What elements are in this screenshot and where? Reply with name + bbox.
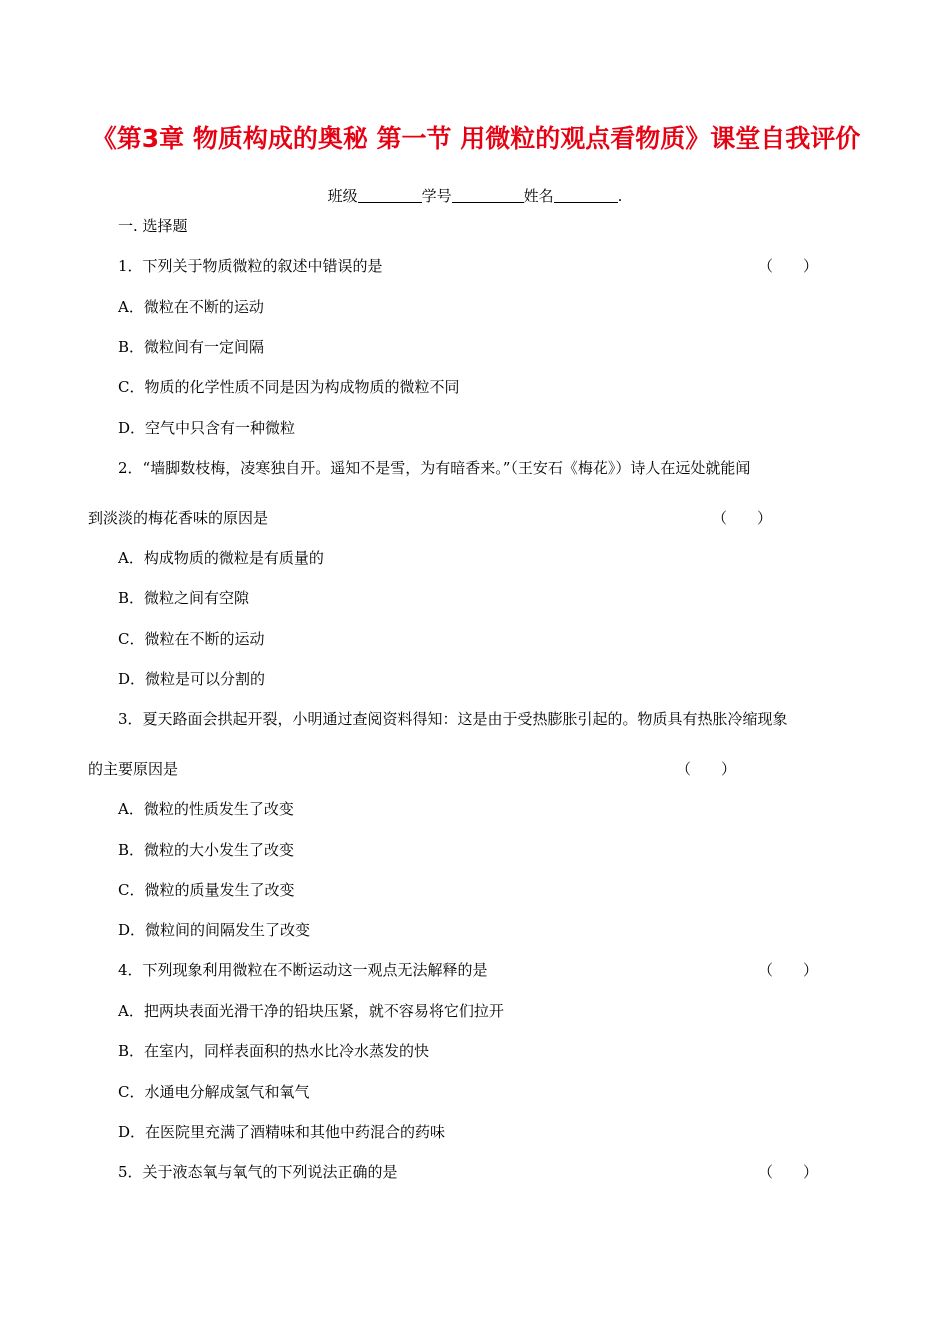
- question-2-option-b: B．微粒之间有空隙: [118, 589, 250, 607]
- question-3-answer-paren[interactable]: （ ）: [676, 760, 737, 778]
- question-1-option-a: A．微粒在不断的运动: [118, 298, 264, 316]
- question-3-option-d: D．微粒间的间隔发生了改变: [118, 921, 311, 939]
- question-4-stem: 4．下列现象利用微粒在不断运动这一观点无法解释的是: [118, 961, 488, 979]
- question-4-option-d: D．在医院里充满了酒精味和其他中药混合的药味: [118, 1123, 446, 1141]
- name-blank[interactable]: [554, 188, 618, 203]
- question-3-option-a: A．微粒的性质发生了改变: [118, 800, 294, 818]
- number-blank[interactable]: [452, 188, 524, 203]
- question-1-option-d: D．空气中只含有一种微粒: [118, 419, 296, 437]
- question-2-stem: 2．“墙脚数枝梅，凌寒独自开。遥知不是雪，为有暗香来。”（王安石《梅花》）诗人在远处就能闻: [118, 459, 751, 477]
- question-3-stem: 3．夏天路面会拱起开裂，小明通过查阅资料得知：这是由于受热膨胀引起的。物质具有热胀冷缩现象: [118, 710, 788, 728]
- name-label: 姓名: [523, 187, 554, 205]
- section-heading: 一. 选择题: [118, 217, 188, 235]
- question-2-stem-continued: 到淡淡的梅花香味的原因是: [88, 509, 269, 527]
- question-2-option-c: C．微粒在不断的运动: [118, 630, 265, 648]
- question-5-answer-paren[interactable]: （ ）: [758, 1163, 819, 1181]
- question-3-stem-continued: 的主要原因是: [88, 760, 179, 778]
- question-2-option-d: D．微粒是可以分割的: [118, 670, 266, 688]
- question-1-option-c: C．物质的化学性质不同是因为构成物质的微粒不同: [118, 378, 460, 396]
- class-blank[interactable]: [358, 188, 422, 203]
- document-title: 《第3章 物质构成的奥秘 第一节 用微粒的观点看物质》课堂自我评价: [91, 124, 861, 153]
- class-label: 班级: [327, 187, 358, 205]
- question-4-answer-paren[interactable]: （ ）: [758, 961, 819, 979]
- question-3-option-c: C．微粒的质量发生了改变: [118, 881, 295, 899]
- info-end-mark: .: [617, 187, 623, 205]
- question-4-option-b: B．在室内，同样表面积的热水比冷水蒸发的快: [118, 1042, 430, 1060]
- question-4-option-a: A．把两块表面光滑干净的铅块压紧，就不容易将它们拉开: [118, 1002, 504, 1020]
- question-2-answer-paren[interactable]: （ ）: [712, 509, 773, 527]
- question-3-option-b: B．微粒的大小发生了改变: [118, 841, 295, 859]
- question-1-answer-paren[interactable]: （ ）: [758, 257, 819, 275]
- question-1-stem: 1．下列关于物质微粒的叙述中错误的是: [118, 257, 383, 275]
- number-label: 学号: [421, 187, 452, 205]
- question-1-option-b: B．微粒间有一定间隔: [118, 338, 265, 356]
- question-4-option-c: C．水通电分解成氢气和氧气: [118, 1083, 310, 1101]
- question-5-stem: 5．关于液态氧与氧气的下列说法正确的是: [118, 1163, 398, 1181]
- student-info-line: [0, 186, 950, 206]
- question-2-option-a: A．构成物质的微粒是有质量的: [118, 549, 324, 567]
